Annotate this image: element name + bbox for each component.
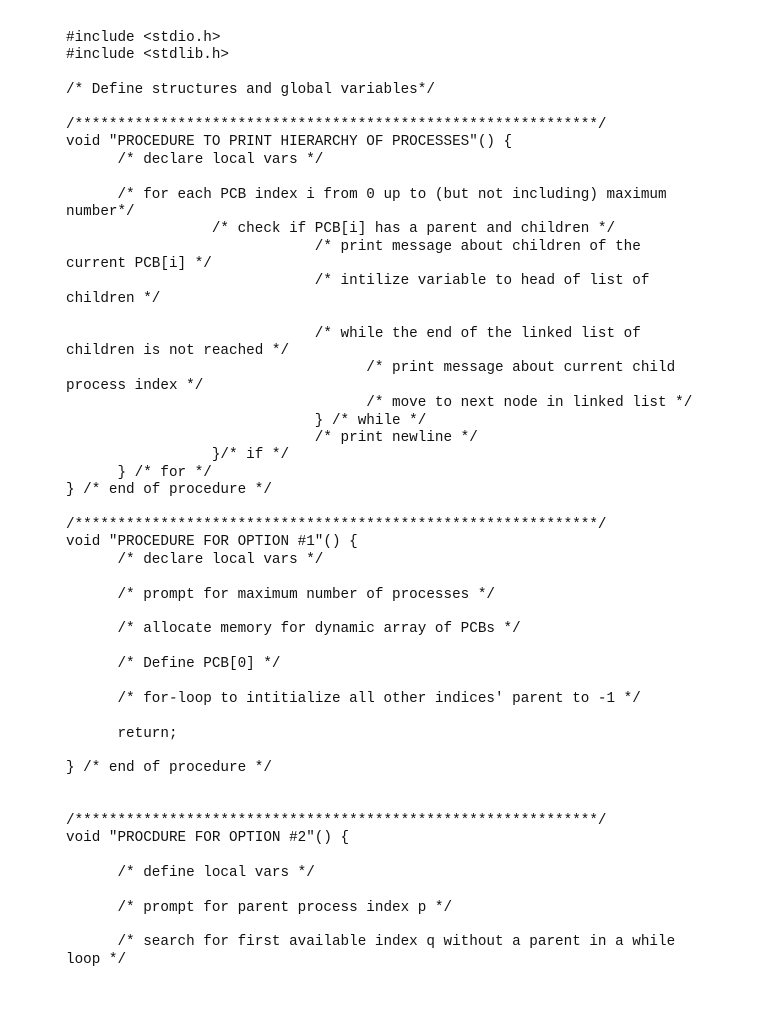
code-line: } /* for */ [66, 464, 212, 481]
code-line: void "PROCDURE FOR OPTION #2"() { [66, 829, 350, 846]
code-line: } /* while */ [66, 412, 427, 429]
blank-line [66, 604, 766, 621]
code-line: }/* if */ [66, 447, 290, 464]
blank-line [66, 65, 766, 82]
code-line: current PCB[i] */ [66, 256, 212, 273]
code-line: /* intilize variable to head of list of [66, 273, 650, 290]
code-line: /* for-loop to intitialize all other indices' parent to -1 */ [66, 690, 641, 707]
code-line: /* check if PCB[i] has a parent and children */ [66, 221, 616, 238]
blank-line [66, 569, 766, 586]
code-line: /* move to next node in linked list */ [66, 395, 693, 412]
code-line: } /* end of procedure */ [66, 760, 272, 777]
code-line: /* allocate memory for dynamic array of PCBs */ [66, 621, 521, 638]
code-line: /* prompt for parent process index p */ [66, 899, 453, 916]
code-line: /* Define structures and global variables*/ [66, 82, 435, 99]
code-line: /* declare local vars */ [66, 551, 324, 568]
blank-line [66, 639, 766, 656]
code-line: number*/ [66, 203, 135, 220]
code-line: /* prompt for maximum number of processes */ [66, 586, 495, 603]
code-line: process index */ [66, 377, 204, 394]
code-line: children is not reached */ [66, 343, 290, 360]
code-document [66, 30, 766, 969]
blank-line [66, 500, 766, 517]
code-line: /* print newline */ [66, 429, 478, 446]
code-line: #include <stdlib.h> [66, 47, 230, 64]
blank-line [66, 673, 766, 690]
code-line: /*************************************************************/ [66, 812, 607, 829]
code-line: #include <stdio.h> [66, 30, 221, 46]
code-line: children */ [66, 290, 161, 307]
code-line: /* define local vars */ [66, 864, 315, 881]
code-line: } /* end of procedure */ [66, 482, 272, 499]
blank-line [66, 882, 766, 899]
blank-line [66, 169, 766, 186]
code-line: /*************************************************************/ [66, 116, 607, 133]
code-line: /* declare local vars */ [66, 151, 324, 168]
code-line: /*************************************************************/ [66, 516, 607, 533]
code-line: /* while the end of the linked list of [66, 325, 641, 342]
code-line: /* print message about children of the [66, 238, 641, 255]
code-line: /* for each PCB index i from 0 up to (but not including) maximum [66, 186, 667, 203]
code-line: /* Define PCB[0] */ [66, 656, 281, 673]
blank-line [66, 778, 766, 795]
code-line: loop */ [66, 951, 127, 968]
code-line: /* search for first available index q without a parent in a while [66, 934, 676, 951]
blank-line [66, 308, 766, 325]
blank-line [66, 917, 766, 934]
code-line: void "PROCEDURE TO PRINT HIERARCHY OF PROCESSES"() { [66, 134, 513, 151]
blank-line [66, 708, 766, 725]
blank-line [66, 100, 766, 117]
blank-line [66, 847, 766, 864]
code-line: /* print message about current child [66, 360, 676, 377]
blank-line [66, 743, 766, 760]
blank-line [66, 795, 766, 812]
code-line: void "PROCEDURE FOR OPTION #1"() { [66, 534, 358, 551]
code-line: return; [66, 725, 178, 742]
